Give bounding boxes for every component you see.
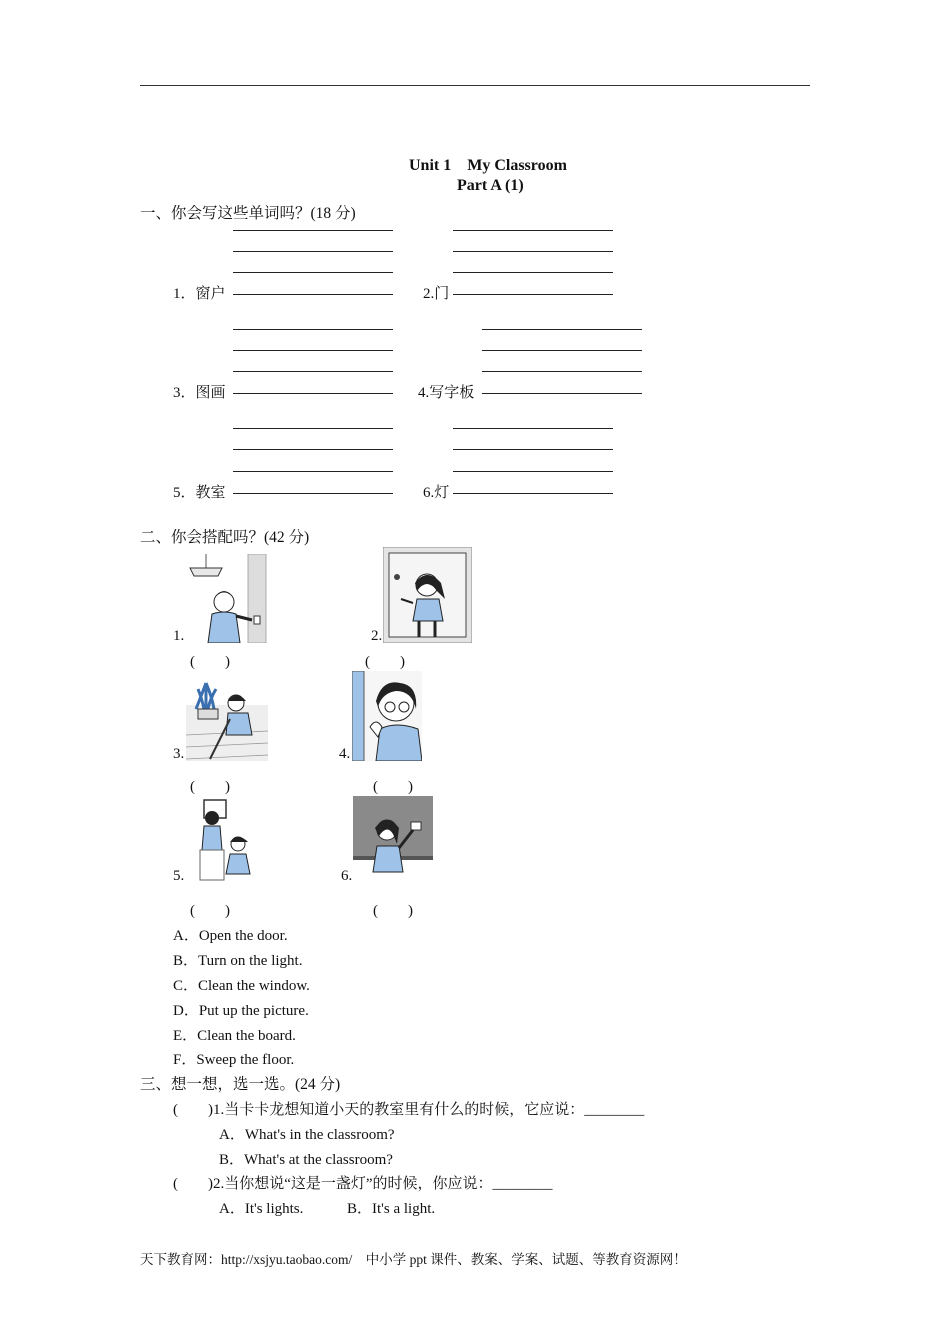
write-line[interactable]	[233, 371, 393, 372]
header-rule	[140, 85, 810, 86]
write-line[interactable]	[233, 329, 393, 330]
write-line[interactable]	[453, 230, 613, 231]
section3-heading: 三、想一想，选一选。(24 分)	[140, 1076, 341, 1093]
question-1-option-b: B．What's at the classroom?	[219, 1152, 393, 1168]
option-c: C．Clean the window.	[173, 978, 310, 994]
picture-number: 2.	[371, 628, 383, 644]
write-line[interactable]	[233, 230, 393, 231]
word-item-light: 6.灯	[423, 485, 450, 501]
answer-blank-4[interactable]: ( )	[373, 779, 413, 795]
write-line[interactable]	[453, 471, 613, 472]
option-f: F．Sweep the floor.	[173, 1052, 295, 1068]
option-a: A．Open the door.	[173, 928, 288, 944]
answer-blank-6[interactable]: ( )	[373, 903, 413, 919]
option-d: D．Put up the picture.	[173, 1003, 309, 1019]
option-e: E．Clean the board.	[173, 1028, 296, 1044]
write-line[interactable]	[482, 371, 642, 372]
write-line[interactable]	[453, 294, 613, 295]
write-line[interactable]	[233, 428, 393, 429]
page-footer: 天下教育网：http://xsjyu.taobao.com/ 中小学 ppt 课件、教案、学案、试题、等教育资源网！	[140, 1252, 687, 1267]
write-line[interactable]	[453, 272, 613, 273]
question-1-option-a: A．What's in the classroom?	[219, 1127, 395, 1143]
write-line[interactable]	[482, 329, 642, 330]
word-item-door: 2.门	[423, 286, 450, 302]
write-line[interactable]	[233, 393, 393, 394]
page-subtitle: Part A (1)	[457, 177, 524, 194]
kids-picture-frame-picture	[196, 798, 254, 882]
word-item-picture: 3．图画	[173, 385, 226, 401]
write-line[interactable]	[233, 449, 393, 450]
write-line[interactable]	[482, 393, 642, 394]
answer-blank-2[interactable]: ( )	[365, 654, 405, 670]
write-line[interactable]	[233, 251, 393, 252]
girl-board-picture	[353, 796, 433, 882]
write-line[interactable]	[453, 449, 613, 450]
write-line[interactable]	[233, 294, 393, 295]
write-line[interactable]	[453, 493, 613, 494]
question-1: ( )1.当卡卡龙想知道小天的教室里有什么的时候，它应说：________	[173, 1102, 645, 1118]
answer-blank-1[interactable]: ( )	[190, 654, 230, 670]
write-line[interactable]	[233, 471, 393, 472]
answer-blank-5[interactable]: ( )	[190, 903, 230, 919]
write-line[interactable]	[453, 251, 613, 252]
write-line[interactable]	[453, 428, 613, 429]
picture-number: 4.	[339, 746, 351, 762]
answer-blank-3[interactable]: ( )	[190, 779, 230, 795]
picture-number: 3.	[173, 746, 185, 762]
picture-number: 5.	[173, 868, 185, 884]
girl-sweeping-picture	[186, 675, 268, 761]
word-item-window: 1．窗户	[173, 286, 226, 302]
teacher-window-picture	[352, 671, 422, 761]
picture-number: 6.	[341, 868, 353, 884]
page-title: Unit 1 My Classroom	[409, 157, 567, 174]
girl-door-picture	[383, 547, 472, 643]
picture-number: 1.	[173, 628, 185, 644]
write-line[interactable]	[482, 350, 642, 351]
section1-heading: 一、你会写这些单词吗？(18 分)	[140, 205, 356, 222]
write-line[interactable]	[233, 350, 393, 351]
word-item-classroom: 5．教室	[173, 485, 226, 501]
option-b: B．Turn on the light.	[173, 953, 303, 969]
question-2-option-b: B．It's a light.	[347, 1201, 436, 1217]
boy-light-switch-picture	[186, 554, 268, 643]
question-2: ( )2.当你想说“这是一盏灯”的时候，你应说：________	[173, 1176, 553, 1192]
write-line[interactable]	[233, 493, 393, 494]
section2-heading: 二、你会搭配吗？(42 分)	[140, 529, 310, 546]
question-2-option-a: A．It's lights.	[219, 1201, 304, 1217]
write-line[interactable]	[233, 272, 393, 273]
word-item-board: 4.写字板	[418, 385, 475, 401]
